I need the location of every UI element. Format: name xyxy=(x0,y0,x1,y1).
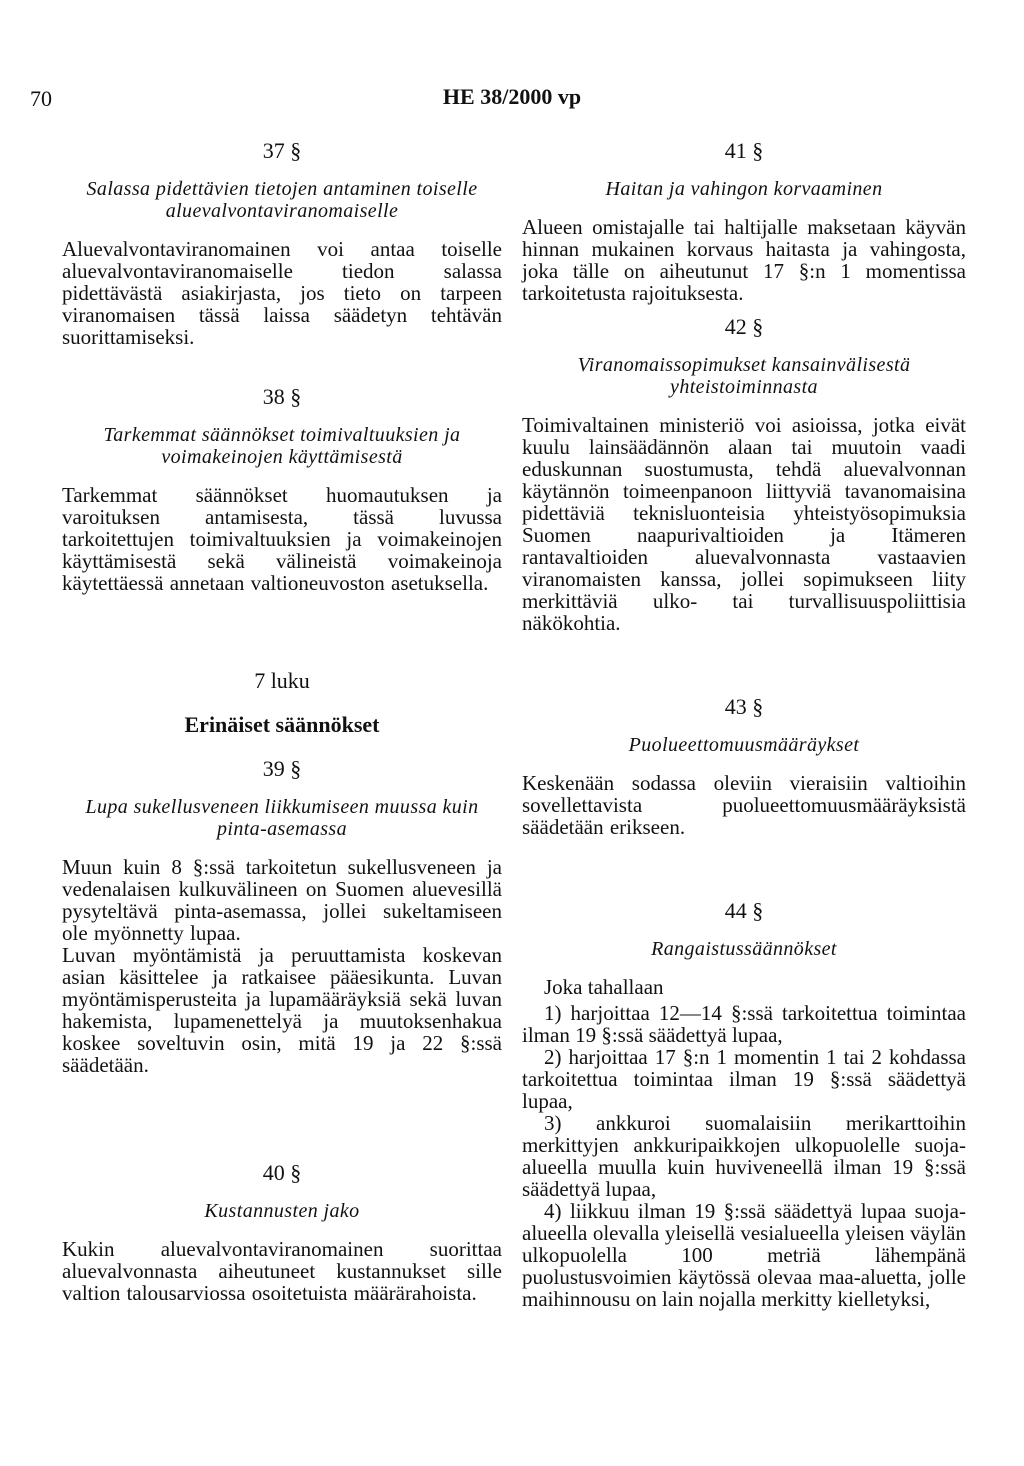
section-41-text: Alueen omistajalle tai haltijalle maksetaan käyvän hinnan mukainen korvaus haitasta ja vahingosta, joka tälle on aiheutunut 17 §:n 1 momentissa tarkoitetusta rajoituksesta. xyxy=(522,215,966,305)
section-41-title: Haitan ja vahingon korvaaminen xyxy=(605,178,883,200)
list-item: 1) harjoittaa 12—14 §:ssä tarkoitettua toimintaa ilman 19 §:ssä säädettyä lupaa, xyxy=(522,1001,966,1047)
section-39-number: 39 § xyxy=(262,756,302,781)
section-39-text-1: Muun kuin 8 §:ssä tarkoitetun sukellusveneen ja vedenalaisen kulkuvälineen on Suomen aluevesillä pysyteltävä pinta-asemassa, jollei sukeltamiseen ole myönnetty lupaa. xyxy=(62,855,502,945)
section-38-number: 38 § xyxy=(262,384,302,409)
list-item: 4) liikkuu ilman 19 §:ssä säädettyä lupaa suoja-alueella olevalla yleisellä vesialueella yleisen väylän ulkopuolella 100 metriä lähempänä puolustusvoimien käytössä olevaa maa-aluetta, jolle maihinnousu on lain nojalla merkitty kielletyksi, xyxy=(522,1199,966,1311)
section-41-number: 41 § xyxy=(724,138,764,163)
list-item: 2) harjoittaa 17 §:n 1 momentin 1 tai 2 kohdassa tarkoitettua toimintaa ilman 19 §:ssä säädettyä lupaa, xyxy=(522,1045,966,1113)
section-38-text: Tarkemmat säännökset huomautuksen ja varoituksen antamisesta, tässä luvussa tarkoitettujen toimivaltuuksien ja voimakeinojen käyttämisestä sekä välineistä voimakeinoja käytettäessä annetaan valtioneuvoston asetuksella. xyxy=(62,483,502,595)
section-38-title: Tarkemmat säännökset toimivaltuuksien ja voimakeinojen käyttämisestä xyxy=(103,424,461,468)
section-44-number: 44 § xyxy=(724,898,764,923)
section-42-number: 42 § xyxy=(724,314,764,339)
section-43-title: Puolueettomuusmääräykset xyxy=(628,734,860,756)
running-head: HE 38/2000 vp xyxy=(442,84,582,109)
section-42-text: Toimivaltainen ministeriö voi asioissa, jotka eivät kuulu lainsäädännön alaan tai muutoin vaadi eduskunnan suostumusta, tehdä aluevalvonnan käytännön toimeenpanoon liittyviä tavanomaisina pidettäviä teknisluonteisia yhteistyösopimuksia Suomen naapurivaltioiden ja Itämeren rantavaltioiden aluevalvonnasta vastaavien viranomaisten kanssa, jollei sopimukseen liity merkittäviä ulko- tai turvallisuuspoliittisia näkökohtia. xyxy=(522,413,966,635)
section-44-title: Rangaistussäännökset xyxy=(651,938,837,960)
page-number: 70 xyxy=(30,86,52,111)
section-37-number: 37 § xyxy=(262,138,302,163)
section-42-title: Viranomaissopimukset kansainvälisestä yhteistoiminnasta xyxy=(577,354,911,398)
section-43-text: Keskenään sodassa oleviin vieraisiin valtioihin sovellettavista puolueettomuusmääräyksistä säädetään erikseen. xyxy=(522,771,966,839)
section-43-number: 43 § xyxy=(724,694,764,719)
section-40-number: 40 § xyxy=(262,1160,302,1185)
right-column xyxy=(522,130,966,1310)
left-column xyxy=(62,130,502,1316)
list-item: 3) ankkuroi suomalaisiin merikarttoihin merkittyjen ankkuripaikkojen ulkopuolelle suoja-alueella muulla kuin huviveneellä ilman 19 §:ssä säädettyä lupaa, xyxy=(522,1111,966,1201)
section-37-text: Aluevalvontaviranomainen voi antaa toiselle aluevalvontaviranomaiselle tiedon salassa pidettävästä asiakirjasta, jos tieto on tarpeen viranomaisen tässä laissa säädetyn tehtävän suorittamiseksi. xyxy=(62,237,502,349)
chapter-label: 7 luku xyxy=(254,668,310,693)
section-44-lead: Joka tahallaan xyxy=(544,975,664,999)
section-40-title: Kustannusten jako xyxy=(204,1200,360,1222)
section-39-text-2: Luvan myöntämistä ja peruuttamista koskevan asian käsittelee ja ratkaisee pääesikunta. Luvan myöntämisperusteita ja lupamääräyksiä sekä luvan hakemista, lupamenettelyä ja muutoksenhakua koskee soveltuvin osin, mitä 19 ja 22 §:ssä säädetään. xyxy=(62,943,502,1077)
section-37-title: Salassa pidettävien tietojen antaminen toiselle aluevalvontaviranomaiselle xyxy=(86,178,478,222)
chapter-title: Erinäiset säännökset xyxy=(184,712,380,737)
section-40-text: Kukin aluevalvontaviranomainen suorittaa aluevalvonnasta aiheutuneet kustannukset sille valtion talousarviossa osoitetuista määrärahoista. xyxy=(62,1237,502,1305)
section-39-title: Lupa sukellusveneen liikkumiseen muussa kuin pinta-asemassa xyxy=(85,796,479,840)
